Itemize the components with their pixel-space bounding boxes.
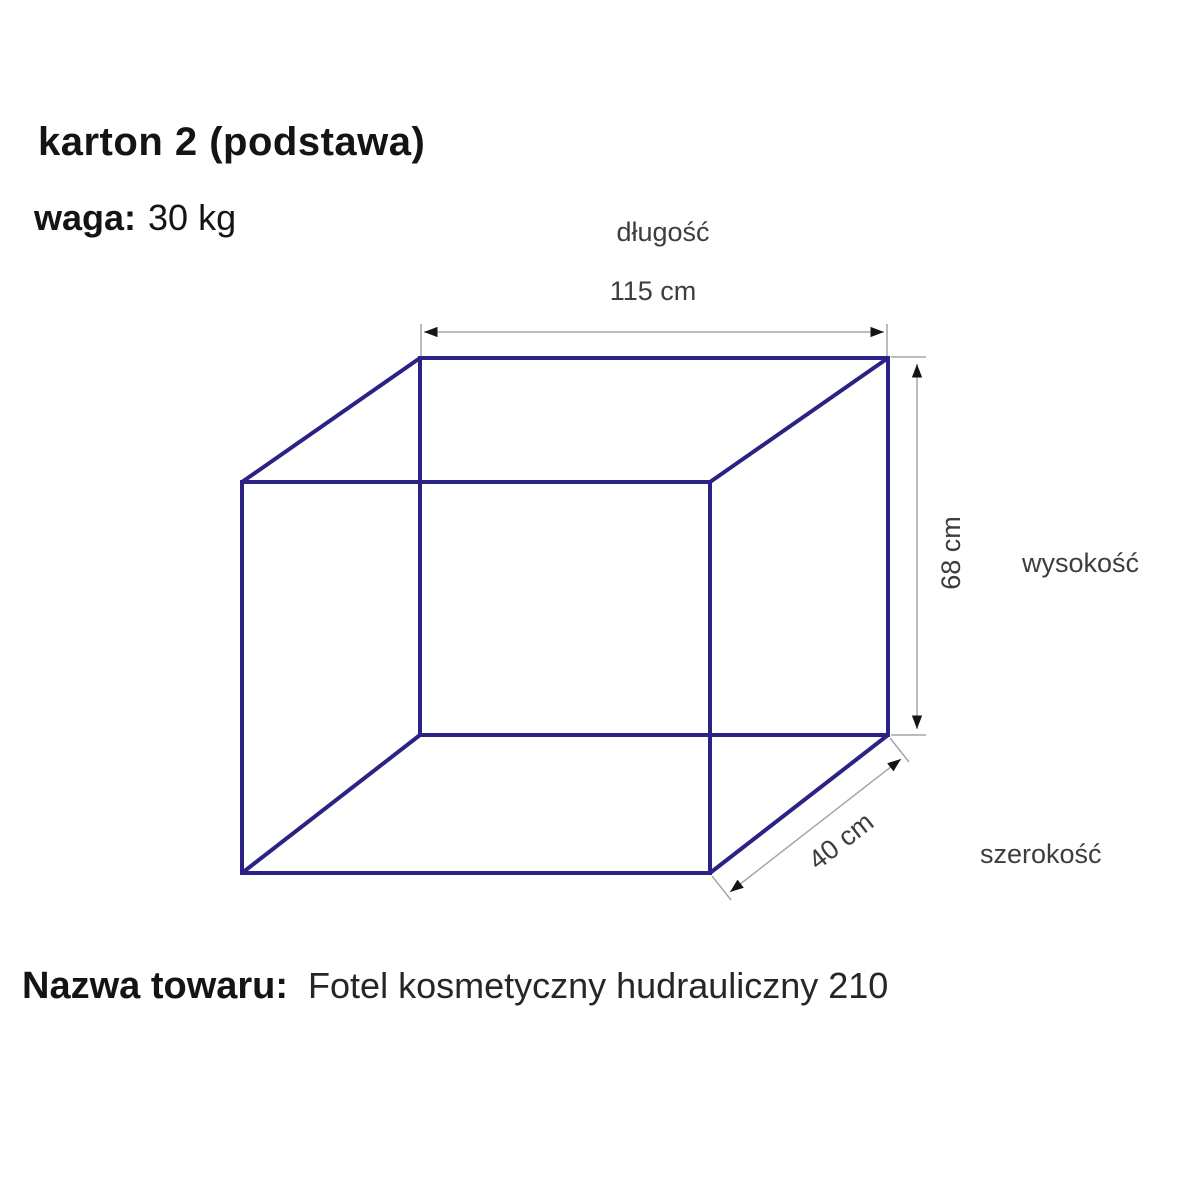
height-value: 68 cm — [936, 516, 966, 590]
height-label: wysokość — [1022, 548, 1140, 578]
length-dimension — [421, 324, 887, 356]
width-value: 40 cm — [802, 806, 880, 876]
product-label: Nazwa towaru: — [22, 965, 289, 1007]
box-edge-top-left — [242, 358, 420, 482]
length-value: 115 cm — [609, 276, 697, 306]
length-label: długość — [616, 217, 710, 247]
product-line — [22, 966, 888, 1008]
box-back-face — [242, 482, 710, 873]
width-extension-top — [890, 738, 909, 762]
box-front-face — [420, 358, 888, 735]
box-edge-bottom-right — [710, 735, 888, 873]
width-label: szerokość — [980, 839, 1102, 869]
width-extension-bottom — [712, 876, 731, 900]
box-wireframe — [242, 358, 888, 873]
box-edge-bottom-left — [242, 735, 420, 873]
page-title: karton 2 (podstawa) — [38, 120, 426, 164]
product-name: Fotel kosmetyczny hudrauliczny 210 — [308, 965, 889, 1006]
height-dimension — [891, 357, 926, 735]
weight-value: 30 kg — [148, 197, 237, 238]
box-edge-top-right — [710, 358, 888, 482]
weight-label: waga: — [34, 197, 137, 238]
